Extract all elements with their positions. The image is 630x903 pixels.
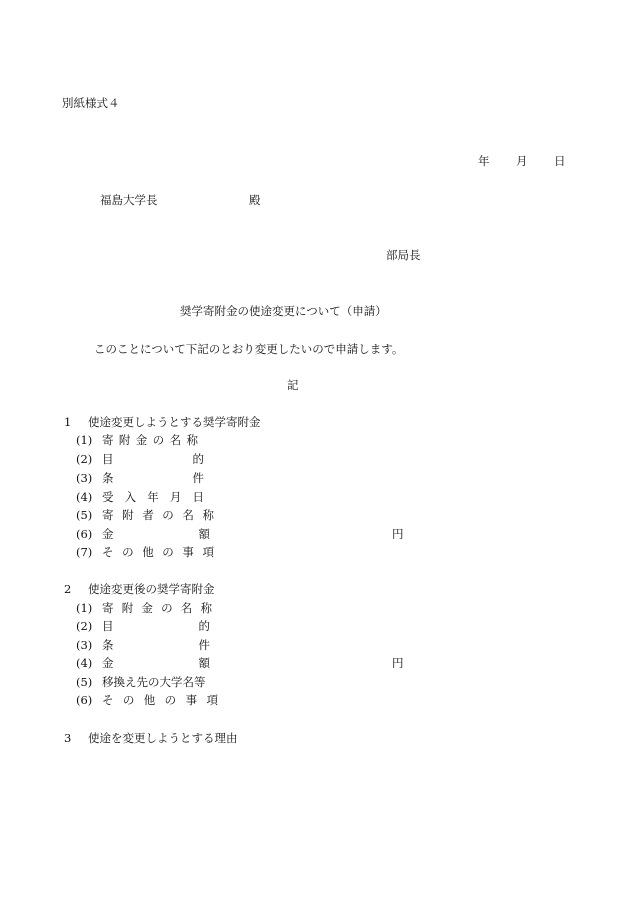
sender: 部局長: [386, 248, 421, 262]
intro-text: このことについて下記のとおり変更したいので申請します。: [94, 342, 404, 356]
list-item-label: 寄 附 金 の 名 称: [102, 433, 198, 447]
list-item-label: そ の 他 の 事 項: [102, 545, 214, 559]
list-item-label: 寄 附 者 の 名 称: [102, 508, 214, 522]
section2-number: 2: [64, 582, 72, 596]
list-item-label: 移換え先の大学名等: [102, 675, 206, 689]
list-item-number: (4): [76, 490, 93, 504]
ki-label: 記: [287, 378, 299, 392]
list-item-label: 受 入 年 月 日: [102, 490, 204, 504]
section3-number: 3: [64, 731, 72, 745]
date-year-label: 年: [478, 154, 490, 168]
list-item-label: 条 件: [102, 471, 204, 485]
section2-heading: 使途変更後の奨学寄附金: [88, 582, 215, 596]
list-item-number: (3): [76, 471, 93, 485]
list-item-number: (5): [76, 508, 93, 522]
list-item-label: 寄 附 金 の 名 称: [102, 601, 212, 615]
list-item-number: (2): [76, 619, 93, 633]
section1-number: 1: [64, 415, 72, 429]
yen-unit: 円: [392, 656, 404, 670]
list-item-number: (1): [76, 433, 93, 447]
list-item-label: そ の 他 の 事 項: [102, 693, 218, 707]
addressee: 福島大学長: [100, 193, 158, 207]
list-item-label: 目 的: [102, 619, 210, 633]
list-item-label: 目 的: [102, 452, 204, 466]
yen-unit: 円: [392, 527, 404, 541]
honorific: 殿: [249, 193, 261, 207]
list-item-label: 金 額: [102, 527, 210, 541]
document-title: 奨学寄附金の使途変更について（申請）: [180, 304, 387, 318]
list-item-number: (5): [76, 675, 93, 689]
list-item-label: 金 額: [102, 656, 210, 670]
list-item-number: (4): [76, 656, 93, 670]
list-item-number: (6): [76, 693, 93, 707]
list-item-number: (2): [76, 452, 93, 466]
form-number: 別紙様式４: [62, 96, 120, 110]
list-item-label: 条 件: [102, 638, 210, 652]
list-item-number: (3): [76, 638, 93, 652]
date-day-label: 日: [554, 154, 566, 168]
date-month-label: 月: [516, 154, 528, 168]
list-item-number: (7): [76, 545, 93, 559]
section1-heading: 使途変更しようとする奨学寄附金: [88, 415, 261, 429]
list-item-number: (1): [76, 601, 93, 615]
list-item-number: (6): [76, 527, 93, 541]
section3-heading: 使途を変更しようとする理由: [88, 731, 238, 745]
